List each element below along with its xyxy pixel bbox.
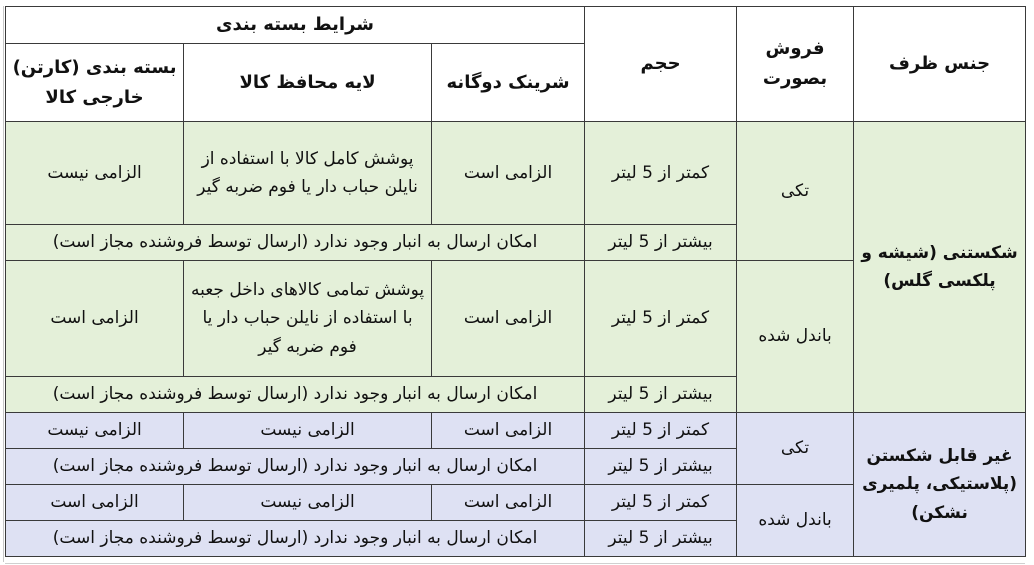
outer-packaging-value: الزامی نیست [6,122,184,225]
header-double-shrink: شرینک دوگانه [432,44,585,122]
warehouse-note: امکان ارسال به انبار وجود ندارد (ارسال توسط فروشنده مجاز است) [6,225,585,261]
warehouse-note: امکان ارسال به انبار وجود ندارد (ارسال توسط فروشنده مجاز است) [6,449,585,485]
volume-under-5: کمتر از 5 لیتر [585,413,737,449]
protective-layer-value: الزامی نیست [184,485,432,521]
volume-over-5: بیشتر از 5 لیتر [585,521,737,557]
double-shrink-value: الزامی است [432,413,585,449]
double-shrink-value: الزامی است [432,122,585,225]
header-volume: حجم [585,7,737,122]
double-shrink-value: الزامی است [432,485,585,521]
header-sale-type: فروش بصورت [737,7,854,122]
outer-packaging-value: الزامی است [6,261,184,377]
volume-under-5: کمتر از 5 لیتر [585,485,737,521]
sale-type-single: تکی [737,122,854,261]
material-glass: شکستنی (شیشه و پلکسی گلس) [854,122,1026,413]
packaging-rules-table [5,6,1026,557]
sale-type-bundled: باندل شده [737,485,854,557]
sale-type-bundled: باندل شده [737,261,854,413]
material-plastic: غیر قابل شکستن (پلاستیکی، پلمیری نشکن) [854,413,1026,557]
sale-type-single: تکی [737,413,854,485]
volume-over-5: بیشتر از 5 لیتر [585,449,737,485]
header-packaging-conditions: شرایط بسته بندی [6,7,585,44]
volume-under-5: کمتر از 5 لیتر [585,122,737,225]
volume-under-5: کمتر از 5 لیتر [585,261,737,377]
warehouse-note: امکان ارسال به انبار وجود ندارد (ارسال توسط فروشنده مجاز است) [6,377,585,413]
double-shrink-value: الزامی است [432,261,585,377]
volume-over-5: بیشتر از 5 لیتر [585,225,737,261]
protective-layer-value: الزامی نیست [184,413,432,449]
volume-over-5: بیشتر از 5 لیتر [585,377,737,413]
header-material: جنس ظرف [854,7,1026,122]
header-outer-packaging: بسته بندی (کارتن) خارجی کالا [6,44,184,122]
outer-packaging-value: الزامی است [6,485,184,521]
outer-packaging-value: الزامی نیست [6,413,184,449]
warehouse-note: امکان ارسال به انبار وجود ندارد (ارسال توسط فروشنده مجاز است) [6,521,585,557]
protective-layer-value: پوشش کامل کالا با استفاده از نایلن حباب دار یا فوم ضربه گیر [184,122,432,225]
header-protective-layer: لایه محافظ کالا [184,44,432,122]
left-edge-line [3,6,4,562]
protective-layer-value: پوشش تمامی کالاهای داخل جعبه با استفاده از نایلن حباب دار یا فوم ضربه گیر [184,261,432,377]
bottom-edge-line [5,563,1025,564]
